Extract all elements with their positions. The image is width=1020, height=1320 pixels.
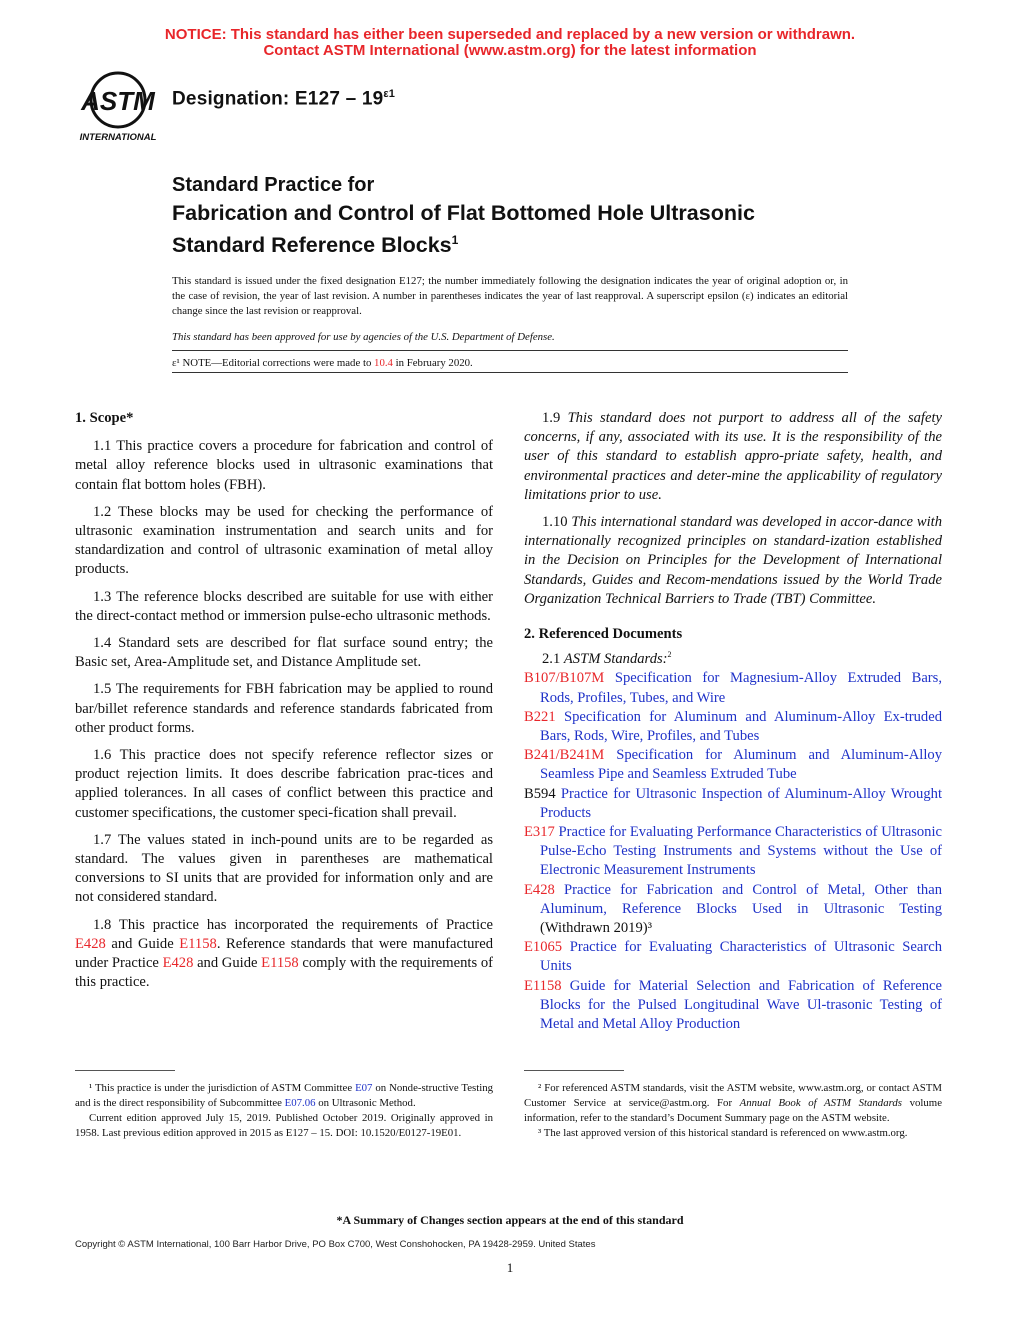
ref-title-link[interactable]: Guide for Material Selection and Fabrication of Reference Blocks for the Pulsed Longitudinal Wave Ul-trasonic Testing of Metal and Metal Alloy Production xyxy=(540,977,942,1033)
footnote-1 xyxy=(75,1081,493,1111)
ref-extra: (Withdrawn 2019)³ xyxy=(540,920,652,937)
referenced-heading: 2. Referenced Documents xyxy=(524,626,683,643)
footnote-rule-right xyxy=(524,1070,624,1071)
logo-text-bottom: INTERNATIONAL xyxy=(79,132,157,143)
para-1-9-text: This standard does not purport to address all of the safety concerns, if any, associated with its use. It is the responsibility of the user of this standard to establish appro-priate safety, health, and environmental practices and deter-mine the applicability of regulatory limitations prior to use. xyxy=(524,410,942,503)
scope-heading: 1. Scope* xyxy=(75,410,134,426)
title-footnote-mark: 1 xyxy=(451,233,459,247)
para-1-8-text: 1.8 This practice has incorporated the requirements of Practice xyxy=(93,916,493,933)
issue-note: This standard is issued under the fixed designation E127; the number immediately following the designation indicates the year of original adoption or, in the case of revision, the year of last revision. A number in parentheses indicates the year of last reapproval. A superscript epsilon (ε) indicates an editorial change since the last revision or reapproval. xyxy=(172,275,848,317)
footnote-1-text: on Nonde-structive Testing and is the direct responsibility of Subcommittee xyxy=(75,1082,493,1109)
ref-title-link[interactable]: Practice for Evaluating Characteristics of Ultrasonic Search Units xyxy=(540,939,942,975)
footnote-1-edition: Current edition approved July 15, 2019. Published October 2019. Originally approved in 1958. Last previous edition approved in 2015 as E127 – 15. DOI: 10.1520/E0127-19E01. xyxy=(75,1112,493,1139)
copyright: Copyright © ASTM International, 100 Barr Harbor Drive, PO Box C700, West Conshohocken, PA 19428-2959. United States xyxy=(75,1239,596,1250)
ref-title-link[interactable]: Specification for Aluminum and Aluminum-Alloy Ex-truded Bars, Rods, Wire, Profiles, and Tubes xyxy=(540,708,942,745)
ref-code-link[interactable]: E1065 xyxy=(524,939,563,956)
ref-code-link[interactable]: E1158 xyxy=(524,977,562,994)
title-main xyxy=(172,200,872,259)
para-1-9 xyxy=(524,409,942,505)
footnote-3: ³ The last approved version of this historical standard is referenced on www.astm.org. xyxy=(538,1127,908,1139)
footnote-2-italic: Annual Book of ASTM Standards xyxy=(739,1097,903,1109)
para-1-10-num: 1.10 xyxy=(542,514,572,531)
para-1-9-num: 1.9 xyxy=(542,410,568,426)
para-1-1: 1.1 This practice covers a procedure for fabrication and control of metal alloy reference blocks used in ultrasonic examinations that contain flat bottom holes (FBH). xyxy=(75,438,493,493)
ref-title-link[interactable]: Practice for Ultrasonic Inspection of Aluminum-Alloy Wrought Products xyxy=(540,785,942,821)
ref-code-link[interactable]: E317 xyxy=(524,824,555,841)
link-e07[interactable]: E07 xyxy=(355,1082,373,1094)
astm-logo xyxy=(72,70,164,146)
referenced-item xyxy=(524,669,942,707)
footnote-2 xyxy=(524,1081,942,1126)
link-e1158[interactable]: E1158 xyxy=(261,955,299,972)
link-e1158[interactable]: E1158 xyxy=(179,935,217,952)
title-line-2: Fabrication and Control of Flat Bottomed Hole Ultrasonic xyxy=(172,201,755,225)
right-column xyxy=(524,409,942,1034)
referenced-item xyxy=(524,977,942,1035)
para-1-5: 1.5 The requirements for FBH fabrication may be applied to round bar/billet reference standards and reference standards fabricated from other product forms. xyxy=(75,681,493,736)
referenced-item xyxy=(524,938,942,976)
designation xyxy=(172,88,395,110)
para-1-10 xyxy=(524,513,942,609)
para-1-3: 1.3 The reference blocks described are suitable for use with either the direct-contact method or immersion pulse-echo ultrasonic methods. xyxy=(75,588,493,624)
footnote-2-text: ² For referenced ASTM standards, visit the ASTM website, www.astm.org, or contact ASTM Customer Service at service@astm.org. For xyxy=(524,1082,942,1109)
ref-title-link[interactable]: Practice for Fabrication and Control of Metal, Other than Aluminum, Reference Blocks Used in Ultrasonic Testing xyxy=(540,881,942,917)
logo-text-top: ASTM xyxy=(81,86,155,116)
link-e428[interactable]: E428 xyxy=(162,955,194,972)
notice-line-2: Contact ASTM International (www.astm.org) for the latest information xyxy=(263,42,757,59)
link-10-4[interactable]: 10.4 xyxy=(374,357,393,369)
referenced-item xyxy=(524,823,942,881)
footnotes-right xyxy=(524,1081,942,1141)
footnote-1-text: ¹ This practice is under the jurisdiction of ASTM Committee xyxy=(89,1082,356,1094)
para-1-6: 1.6 This practice does not specify reference reflector sizes or product rejection limits. It does describe fabrication prac-tices and applied tolerances. In all cases of conflict between this practice and customer specifications, the customer speci-fication shall prevail. xyxy=(75,747,493,821)
astm-standards-intro xyxy=(524,650,942,669)
ref-title-link[interactable]: Specification for Aluminum and Aluminum-Alloy Seamless Pipe and Seamless Extruded Tube xyxy=(540,747,942,783)
referenced-item xyxy=(524,785,942,823)
page-number: 1 xyxy=(506,1260,514,1275)
link-e07-06[interactable]: E07.06 xyxy=(284,1097,316,1109)
para-1-8-text: comply with the requirements of this practice. xyxy=(75,955,493,991)
para-1-8-text: and Guide xyxy=(193,955,262,972)
referenced-item xyxy=(524,881,942,939)
footnotes-left xyxy=(75,1081,493,1141)
left-column xyxy=(75,409,493,1000)
footnote-1-text: on Ultrasonic Method. xyxy=(315,1097,416,1109)
referenced-list xyxy=(524,669,942,1034)
para-1-8-text: . Reference standards that were manufactured under Practice xyxy=(75,935,493,972)
title-line-1: Standard Practice for xyxy=(172,174,375,196)
notice-line-1: NOTICE: This standard has either been superseded and replaced by a new version or withdrawn. xyxy=(164,26,856,43)
intro-text: ASTM Standards: xyxy=(563,651,668,668)
para-1-2: 1.2 These blocks may be used for checking the performance of ultrasonic examination instrumentation and search units and for standardization and control of ultrasonic examination of metal alloy products. xyxy=(75,503,493,578)
designation-label: Designation: E127 – 19 xyxy=(172,88,384,110)
ref-title-link[interactable]: Specification for Magnesium-Alloy Extruded Bars, Rods, Profiles, Tubes, and Wire xyxy=(540,670,942,706)
ref-code-link[interactable]: B241/B241M xyxy=(524,747,605,764)
designation-epsilon: ε1 xyxy=(383,88,396,100)
referenced-item xyxy=(524,746,942,784)
footnote-2-text: volume information, refer to the standard’s Document Summary page on the ASTM website. xyxy=(524,1097,942,1124)
intro-footnote-mark: 2 xyxy=(667,650,672,660)
divider-bottom xyxy=(172,372,848,373)
intro-num: 2.1 xyxy=(542,651,564,668)
ref-code-link[interactable]: B594 xyxy=(524,785,556,802)
link-e428[interactable]: E428 xyxy=(75,935,106,952)
editorial-note-text: ε¹ NOTE—Editorial corrections were made to xyxy=(172,357,375,369)
editorial-note-suffix: in February 2020. xyxy=(392,357,473,369)
summary-note: *A Summary of Changes section appears at the end of this standard xyxy=(336,1213,684,1227)
divider-top xyxy=(172,350,848,351)
para-1-4: 1.4 Standard sets are described for flat surface sound entry; the Basic set, Area-Amplitude set, and Distance Amplitude set. xyxy=(75,635,493,671)
para-1-10-text: This international standard was developed in accor-dance with internationally recognized principles on standard-ization established in the Decision on Principles for the Development of International Standards, Guides and Recom-mendations issued by the World Trade Organization Technical Barriers to Trade (TBT) Committee. xyxy=(524,514,943,607)
para-1-8-text: and Guide xyxy=(105,935,180,952)
referenced-item xyxy=(524,708,942,746)
dod-note: This standard has been approved for use by agencies of the U.S. Department of Defense. xyxy=(172,331,555,343)
para-1-7: 1.7 The values stated in inch-pound units are to be regarded as standard. The values given in parentheses are mathematical conversions to SI units that are provided for information only and are not considered standard. xyxy=(75,831,493,906)
para-1-8 xyxy=(75,916,493,993)
footnote-rule-left xyxy=(75,1070,175,1071)
title-line-3: Standard Reference Blocks xyxy=(172,233,452,258)
editorial-note xyxy=(172,356,848,371)
ref-code-link[interactable]: E428 xyxy=(524,881,555,898)
ref-title-link[interactable]: Practice for Evaluating Performance Characteristics of Ultrasonic Pulse-Echo Testing Instruments and Systems without the Use of Electronic Measurement Instruments xyxy=(540,824,942,879)
ref-code-link[interactable]: B107/B107M xyxy=(524,670,605,687)
ref-code-link[interactable]: B221 xyxy=(524,708,556,725)
